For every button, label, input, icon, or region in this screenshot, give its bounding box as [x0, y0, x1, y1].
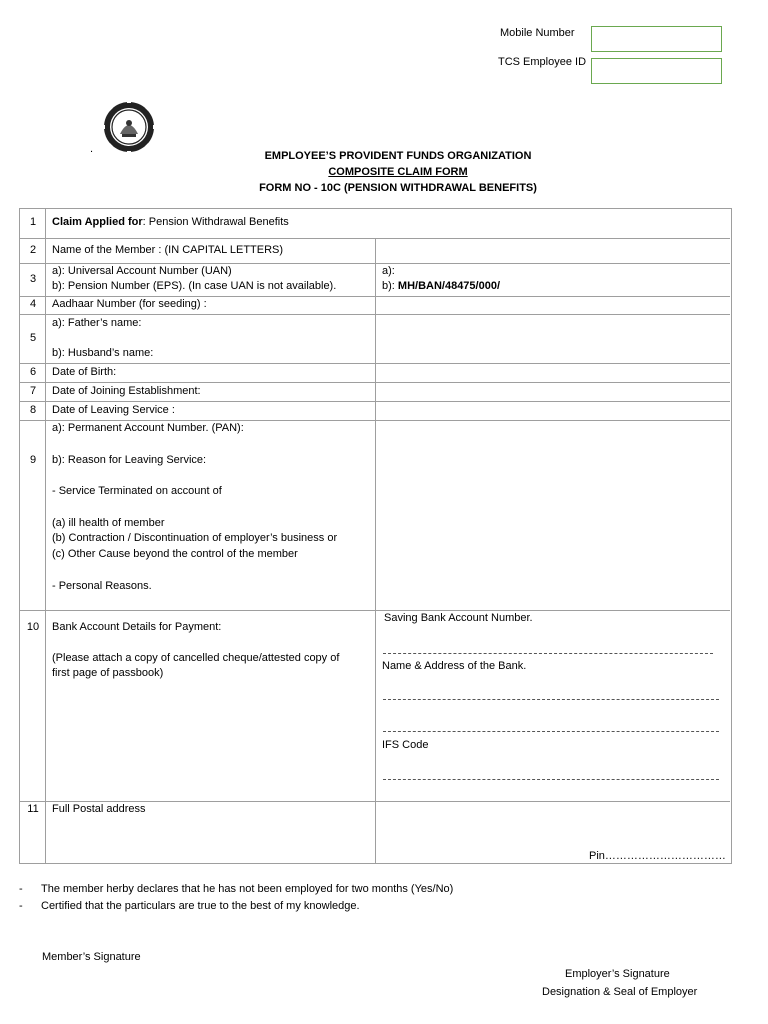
row-divider	[19, 401, 730, 402]
logo-dot: .	[90, 143, 94, 155]
bank-name-line-1[interactable]	[383, 699, 719, 700]
uan-label: a): Universal Account Number (UAN)	[52, 265, 232, 277]
personal-reasons-label: - Personal Reasons.	[52, 580, 152, 592]
claim-applied-value: : Pension Withdrawal Benefits	[142, 216, 289, 228]
row-divider	[19, 238, 730, 239]
bank-note-line-1: (Please attach a copy of cancelled cheque/attested copy of	[52, 652, 340, 664]
reason-option-b: (b) Contraction / Discontinuation of employer’s business or	[52, 532, 338, 544]
row-divider	[19, 296, 730, 297]
saving-account-line[interactable]	[383, 653, 713, 654]
claim-applied-bold: Claim Applied for	[52, 216, 143, 228]
member-name-field[interactable]	[377, 240, 727, 261]
claim-applied-label	[52, 216, 289, 228]
pan-label: a): Permanent Account Number. (PAN):	[52, 422, 244, 434]
row-number: 5	[29, 332, 37, 344]
pension-number-value[interactable]	[382, 280, 500, 292]
row-divider	[19, 420, 730, 421]
employer-signature-label: Employer’s Signature	[565, 968, 670, 980]
leaving-reason-label: b): Reason for Leaving Service:	[52, 454, 207, 466]
mobile-number-field[interactable]	[591, 26, 722, 52]
service-terminated-label: - Service Terminated on account of	[52, 485, 222, 497]
row-divider	[19, 363, 730, 364]
aadhaar-label: Aadhaar Number (for seeding) :	[52, 298, 207, 310]
fathers-name-label: a): Father’s name:	[52, 317, 142, 329]
pension-number-text: MH/BAN/48475/000/	[397, 280, 501, 292]
declaration-employment: The member herby declares that he has not been employed for two months (Yes/No)	[41, 883, 454, 895]
row-number: 3	[29, 273, 37, 285]
bank-details-label: Bank Account Details for Payment:	[52, 621, 222, 633]
org-heading: EMPLOYEE’S PROVIDENT FUNDS ORGANIZATION	[264, 150, 532, 162]
row-divider	[19, 382, 730, 383]
declaration-dash: -	[19, 883, 23, 895]
row-number: 8	[29, 404, 37, 416]
reason-option-a: (a) ill health of member	[52, 517, 165, 529]
member-signature-label: Member’s Signature	[42, 951, 141, 963]
postal-address-label: Full Postal address	[52, 803, 146, 815]
declaration-dash: -	[19, 900, 23, 912]
dol-label: Date of Leaving Service :	[52, 404, 175, 416]
reason-option-c: (c) Other Cause beyond the control of the member	[52, 548, 298, 560]
saving-account-label: Saving Bank Account Number.	[384, 612, 533, 624]
designation-seal-label: Designation & Seal of Employer	[542, 986, 698, 998]
bank-note-line-2: first page of passbook)	[52, 667, 164, 679]
row-number: 6	[29, 366, 37, 378]
ifs-code-line[interactable]	[383, 779, 719, 780]
row-number: 11	[27, 803, 39, 815]
row-number: 7	[29, 385, 37, 397]
pension-number-label: b): Pension Number (EPS). (In case UAN is not available).	[52, 280, 337, 292]
pension-number-prefix: b):	[382, 280, 398, 292]
doj-label: Date of Joining Establishment:	[52, 385, 201, 397]
husbands-name-label: b): Husband’s name:	[52, 347, 154, 359]
row-divider	[19, 801, 730, 802]
uan-value[interactable]: a):	[382, 265, 395, 277]
row-divider	[19, 610, 730, 611]
row-number: 1	[29, 216, 37, 228]
bank-name-line-2[interactable]	[383, 731, 719, 732]
ifs-code-label: IFS Code	[382, 739, 429, 751]
value-column-divider	[375, 238, 376, 863]
member-name-label: Name of the Member : (IN CAPITAL LETTERS)	[52, 244, 284, 256]
dob-label: Date of Birth:	[52, 366, 117, 378]
row-divider	[19, 314, 730, 315]
row-number: 9	[29, 454, 37, 466]
epfo-emblem-icon	[100, 98, 158, 156]
employee-id-field[interactable]	[591, 58, 722, 84]
form-number: FORM NO - 10C (PENSION WITHDRAWAL BENEFITS)	[259, 182, 537, 194]
row-number: 2	[29, 244, 37, 256]
mobile-number-label: Mobile Number	[500, 27, 575, 39]
bank-name-address-label: Name & Address of the Bank.	[382, 660, 527, 672]
row-divider	[19, 263, 730, 264]
form-title: COMPOSITE CLAIM FORM	[328, 166, 468, 178]
employee-id-label: TCS Employee ID	[498, 56, 587, 68]
row-number: 10	[26, 621, 40, 633]
pin-field[interactable]: Pin……………………………	[589, 850, 726, 862]
declaration-certified: Certified that the particulars are true to the best of my knowledge.	[41, 900, 360, 912]
row-number: 4	[29, 298, 37, 310]
